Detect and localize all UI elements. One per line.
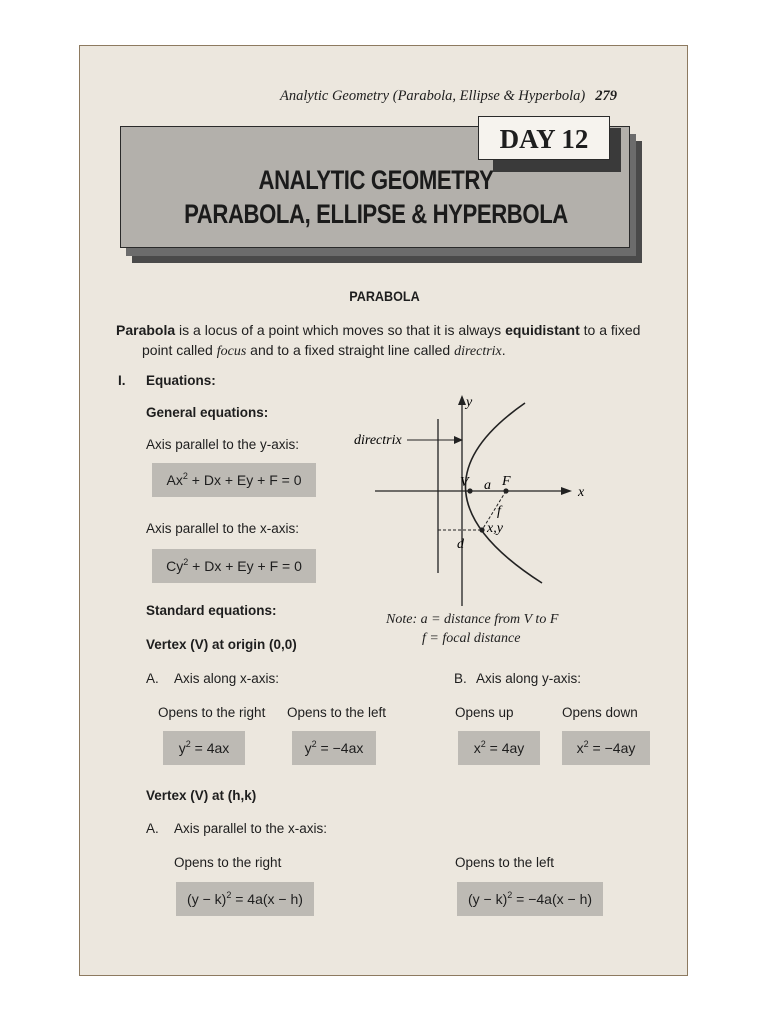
focus-label: F	[502, 474, 511, 489]
opens-left-label: Opens to the left	[287, 705, 387, 720]
page-number: 279	[595, 88, 617, 104]
definition-text: is a locus of a point which moves so that it is always	[175, 322, 506, 338]
section-number: I.	[118, 373, 126, 388]
equation-box: $(y - k)^2 = 4a(x - h)$	[176, 882, 314, 916]
hk-case-a-letter: A.	[146, 821, 159, 836]
standard-equations-heading: Standard equations:	[146, 603, 277, 618]
equation-box: $y^2 = -4ax$	[292, 731, 376, 765]
hk-opens-right-label: Opens to the right	[174, 855, 282, 870]
chapter-title-line2: PARABOLA, ELLIPSE & HYPERBOLA	[184, 199, 568, 229]
x-axis-arrow	[561, 487, 572, 495]
definition-text: to a fixed	[579, 322, 641, 338]
axis-y-label: Axis parallel to the y-axis:	[146, 437, 300, 452]
equations-heading: Equations:	[146, 373, 216, 388]
case-b-letter: B.	[454, 671, 467, 686]
point-label: x,y	[487, 521, 503, 536]
day-badge: DAY 12	[478, 116, 610, 160]
equation-box: $x^2 = 4ay$	[458, 731, 540, 765]
opens-right-label: Opens to the right	[158, 705, 266, 720]
graph-note-line2: f = focal distance	[422, 631, 521, 646]
equation-box: $(y - k)^2 = -4a(x - h)$	[457, 882, 603, 916]
book-page	[79, 45, 688, 976]
equation-box: $y^2 = 4ax$	[163, 731, 245, 765]
equation-box: $Cy^2 + Dx + Ey + F = 0$	[152, 549, 316, 583]
definition-term: Parabola	[116, 322, 176, 338]
chapter-title-line1: ANALYTIC GEOMETRY	[258, 165, 494, 195]
focal-distance-label: f	[497, 504, 501, 519]
parabola-definition	[116, 320, 661, 362]
distance-a-label: a	[484, 478, 491, 493]
case-a-letter: A.	[146, 671, 159, 686]
equation-box: $Ax^2 + Dx + Ey + F = 0$	[152, 463, 316, 497]
general-equations-heading: General equations:	[146, 405, 269, 420]
vertex-origin-heading: Vertex (V) at origin (0,0)	[146, 637, 297, 652]
definition-text: and to a fixed straight line called	[246, 342, 455, 358]
directrix-label: directrix	[354, 433, 402, 448]
opens-up-label: Opens up	[455, 705, 514, 720]
y-axis-arrow	[458, 395, 466, 405]
definition-focus: focus	[216, 344, 247, 359]
case-b-text: Axis along y-axis:	[476, 671, 582, 686]
y-axis-label: y	[466, 395, 473, 410]
definition-directrix: directrix	[454, 344, 502, 359]
running-title: Analytic Geometry (Parabola, Ellipse & Hyperbola)	[280, 88, 586, 104]
distance-d-label: d	[457, 537, 464, 552]
definition-text: .	[501, 342, 506, 358]
hk-case-a-text: Axis parallel to the x-axis:	[174, 821, 328, 836]
running-header	[280, 88, 617, 105]
graph-note-line1: Note: a = distance from V to F	[386, 612, 559, 627]
vertex-label: V	[460, 475, 469, 490]
axis-x-label: Axis parallel to the x-axis:	[146, 521, 300, 536]
x-axis-label: x	[578, 485, 585, 500]
opens-down-label: Opens down	[562, 705, 638, 720]
definition-keyword: equidistant	[505, 322, 580, 338]
definition-text: point called	[142, 342, 217, 358]
parabola-curve	[465, 403, 542, 583]
hk-opens-left-label: Opens to the left	[455, 855, 555, 870]
parabola-diagram	[350, 391, 585, 611]
vertex-hk-heading: Vertex (V) at (h,k)	[146, 788, 257, 803]
case-a-text: Axis along x-axis:	[174, 671, 280, 686]
equation-box: $x^2 = -4ay$	[562, 731, 650, 765]
section-title: PARABOLA	[349, 288, 420, 304]
